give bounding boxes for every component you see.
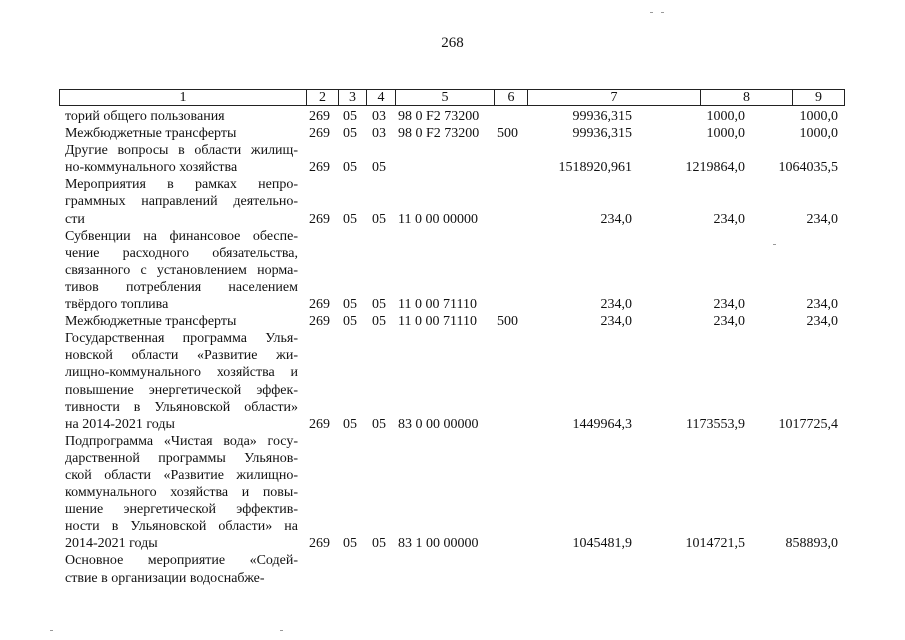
cell-c8: 1173553,9 [686, 416, 745, 432]
description-line: Государственная программа Улья- [65, 331, 298, 347]
cell-c8: 234,0 [713, 211, 745, 227]
description-line: шение энергетической эффектив- [65, 502, 298, 518]
description-line: торий общего пользования [65, 109, 225, 124]
cell-c6: 500 [497, 314, 518, 330]
description-line: коммунального хозяйства и повы- [65, 485, 298, 501]
table-body [0, 108, 905, 587]
scan-speck [650, 12, 653, 13]
description-line: сти [65, 211, 85, 227]
description-line: Межбюджетные трансферты [65, 314, 237, 330]
header-col-6: 6 [494, 90, 527, 105]
header-col-1: 1 [179, 90, 187, 105]
cell-c2: 269 [309, 109, 330, 124]
description-line: тивов потребления населением [65, 279, 298, 295]
scan-speck [661, 12, 664, 13]
cell-c4: 05 [372, 211, 386, 227]
table-row [0, 142, 905, 176]
cell-c8: 234,0 [713, 314, 745, 330]
cell-c4: 03 [372, 126, 386, 142]
cell-c9: 1064035,5 [778, 160, 838, 176]
cell-c4: 05 [372, 416, 386, 432]
cell-c7: 1045481,9 [572, 536, 632, 552]
cell-c7: 1518920,961 [558, 160, 632, 176]
row-values [0, 211, 905, 228]
description-line: но-коммунального хозяйства [65, 160, 238, 176]
table-row [0, 330, 905, 433]
description-line: граммных направлений деятельно- [65, 194, 298, 210]
description-line: связанного с установлением норма- [65, 262, 298, 278]
cell-c3: 05 [343, 211, 357, 227]
cell-c9: 858893,0 [785, 536, 838, 552]
cell-c7: 99936,315 [572, 109, 632, 124]
description-line: твёрдого топлива [65, 297, 169, 313]
header-col-7: 7 [527, 90, 700, 105]
row-values [0, 313, 905, 330]
cell-c2: 269 [309, 536, 330, 552]
cell-c8: 1014721,5 [685, 536, 745, 552]
cell-c9: 234,0 [806, 314, 838, 330]
table-row [0, 433, 905, 553]
cell-c2: 269 [309, 297, 330, 313]
cell-c5: 83 1 00 00000 [398, 536, 479, 552]
row-values [0, 570, 905, 587]
description-line: чение расходного обязательства, [65, 245, 298, 261]
cell-c5: 83 0 00 00000 [398, 416, 479, 432]
row-values [0, 416, 905, 433]
scan-speck [280, 630, 283, 631]
scan-speck [50, 630, 53, 631]
description-line: Подпрограмма «Чистая вода» госу- [65, 433, 298, 449]
cell-c4: 05 [372, 297, 386, 313]
description-line: ствие в организации водоснабже- [65, 570, 265, 586]
cell-c5: 11 0 00 71110 [398, 297, 477, 313]
description-line: лищно-коммунального хозяйства и [65, 365, 298, 381]
cell-c3: 05 [343, 416, 357, 432]
cell-c5: 11 0 00 00000 [398, 211, 478, 227]
cell-c7: 234,0 [600, 211, 632, 227]
cell-c3: 05 [343, 160, 357, 176]
cell-c6: 500 [497, 126, 518, 142]
cell-c3: 05 [343, 536, 357, 552]
table-row [0, 228, 905, 313]
row-values [0, 108, 905, 125]
description-line: ской области «Развитие жилищно- [65, 467, 298, 483]
description-line: повышение энергетической эффек- [65, 382, 298, 398]
description-line: Другие вопросы в области жилищ- [65, 143, 298, 159]
description-line: Субвенции на финансовое обеспе- [65, 228, 298, 244]
cell-c8: 234,0 [713, 297, 745, 313]
table-row [0, 125, 905, 142]
row-values [0, 296, 905, 313]
cell-c5: 98 0 F2 73200 [398, 126, 480, 142]
cell-c8: 1000,0 [706, 126, 745, 142]
header-col-4: 4 [366, 90, 395, 105]
cell-c2: 269 [309, 314, 330, 330]
cell-c2: 269 [309, 211, 330, 227]
table-header-row [59, 89, 845, 106]
header-col-5: 5 [395, 90, 494, 105]
header-col-9: 9 [792, 90, 844, 105]
description-line: на 2014-2021 годы [65, 416, 175, 432]
description-line: Межбюджетные трансферты [65, 126, 237, 142]
table-row [0, 108, 905, 125]
cell-c3: 05 [343, 314, 357, 330]
row-values [0, 125, 905, 142]
description-line: тивности в Ульяновской области» [65, 399, 298, 415]
cell-c4: 05 [372, 536, 386, 552]
cell-c8: 1000,0 [706, 109, 745, 124]
cell-c7: 99936,315 [572, 126, 632, 142]
cell-c7: 1449964,3 [572, 416, 632, 432]
cell-c7: 234,0 [600, 314, 632, 330]
table-row [0, 313, 905, 330]
cell-c7: 234,0 [600, 297, 632, 313]
cell-c3: 05 [343, 109, 357, 124]
header-col-2: 2 [306, 90, 338, 105]
cell-c9: 234,0 [806, 211, 838, 227]
cell-c4: 03 [372, 109, 386, 124]
cell-c4: 05 [372, 314, 386, 330]
description-line: ности в Ульяновской области» на [65, 519, 298, 535]
header-col-3: 3 [338, 90, 366, 105]
cell-c5: 11 0 00 71110 [398, 314, 477, 330]
description-line: дарственной программы Ульянов- [65, 450, 298, 466]
description-line: Основное мероприятие «Содей- [65, 553, 298, 569]
page-number: 268 [441, 35, 464, 51]
cell-c2: 269 [309, 416, 330, 432]
table-row [0, 552, 905, 586]
cell-c9: 1000,0 [799, 109, 838, 124]
cell-c5: 98 0 F2 73200 [398, 109, 480, 124]
cell-c9: 1017725,4 [778, 416, 838, 432]
description-line: новской области «Развитие жи- [65, 348, 298, 364]
cell-c9: 234,0 [806, 297, 838, 313]
cell-c2: 269 [309, 160, 330, 176]
table-row [0, 176, 905, 227]
header-col-8: 8 [700, 90, 792, 105]
cell-c3: 05 [343, 126, 357, 142]
cell-c3: 05 [343, 297, 357, 313]
description-line: Мероприятия в рамках непро- [65, 177, 298, 193]
scan-speck [773, 244, 776, 245]
cell-c4: 05 [372, 160, 386, 176]
description-line: 2014-2021 годы [65, 536, 158, 552]
row-values [0, 535, 905, 552]
cell-c9: 1000,0 [799, 126, 838, 142]
cell-c8: 1219864,0 [685, 160, 745, 176]
cell-c2: 269 [309, 126, 330, 142]
row-values [0, 159, 905, 176]
